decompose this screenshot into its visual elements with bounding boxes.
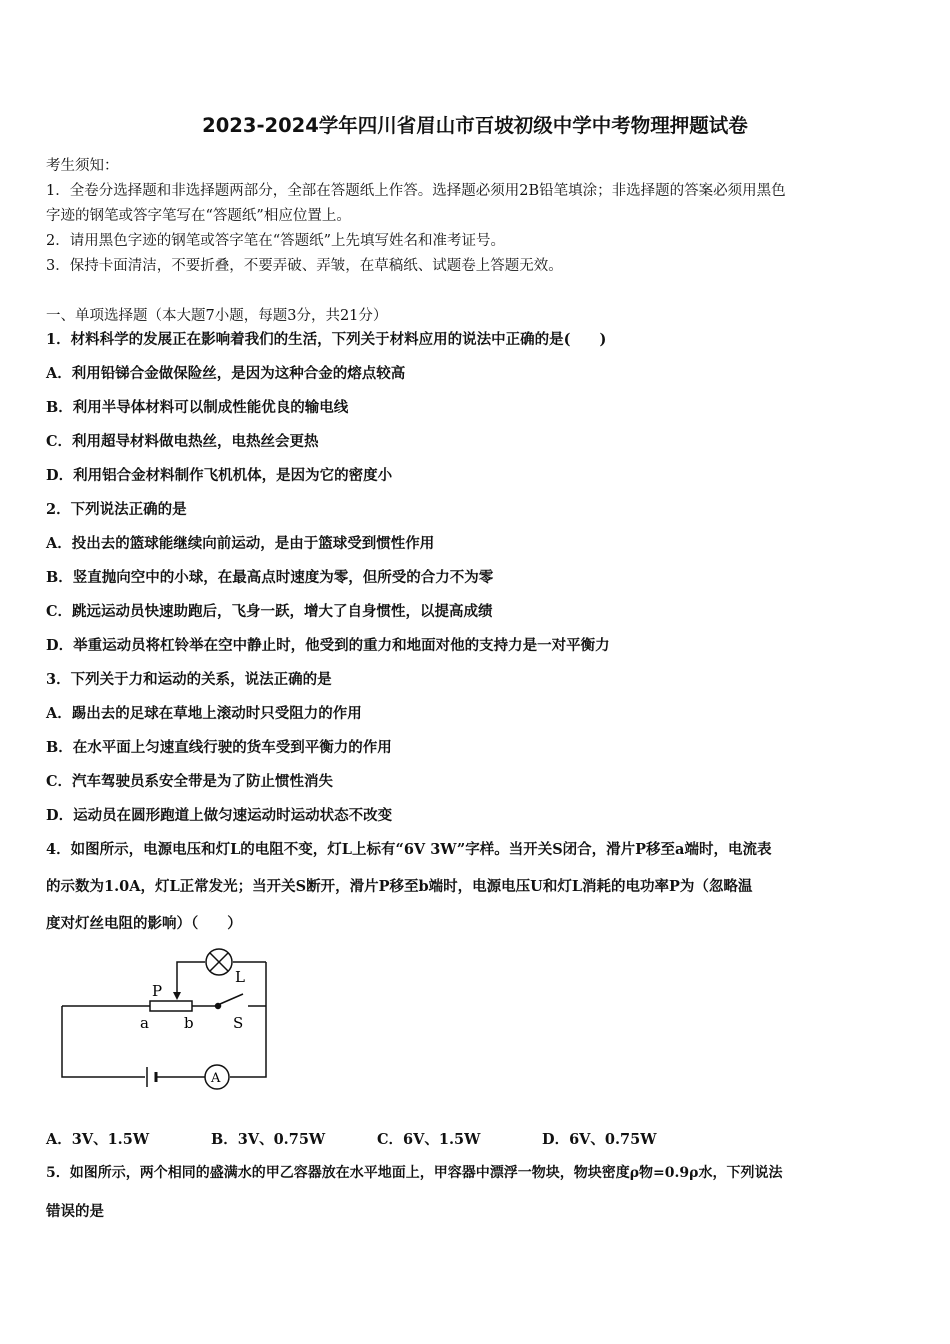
question-3-option-d: D．运动员在圆形跑道上做匀速运动时运动状态不改变 bbox=[46, 807, 393, 824]
switch-contact bbox=[216, 1004, 221, 1009]
question-4-line: 4．如图所示，电源电压和灯L的电阻不变，灯L上标有“6V 3W”字样。当开关S闭合，滑片P移至a端时，电流表 bbox=[46, 841, 772, 858]
question-4-line: 的示数为1.0A，灯L正常发光；当开关S断开，滑片P移至b端时，电源电压U和灯L消耗的电功率P为（忽略温 bbox=[46, 878, 753, 895]
question-4-line: 度对灯丝电阻的影响）（ ） bbox=[46, 915, 242, 932]
question-1-option-b: B．利用半导体材料可以制成性能优良的输电线 bbox=[46, 399, 349, 416]
question-3-option-a: A．踢出去的足球在草地上滚动时只受阻力的作用 bbox=[46, 705, 362, 722]
label-p: P bbox=[152, 982, 163, 1000]
question-4-option-a: A．3V、1.5W bbox=[46, 1131, 150, 1148]
question-2-option-a: A．投出去的篮球能继续向前运动，是由于篮球受到惯性作用 bbox=[46, 535, 435, 552]
question-2-option-c: C．跳远运动员快速助跑后，飞身一跃，增大了自身惯性，以提高成绩 bbox=[46, 603, 493, 620]
rheostat bbox=[150, 1001, 192, 1011]
question-3-option-b: B．在水平面上匀速直线行驶的货车受到平衡力的作用 bbox=[46, 739, 392, 756]
page-title: 2023-2024学年四川省眉山市百坡初级中学中考物理押题试卷 bbox=[202, 114, 748, 137]
question-4-option-d: D．6V、0.75W bbox=[542, 1131, 657, 1148]
question-1-option-a: A．利用铅锑合金做保险丝，是因为这种合金的熔点较高 bbox=[46, 365, 406, 382]
slider-arrow bbox=[173, 992, 181, 1000]
notice-heading: 考生须知： bbox=[46, 158, 119, 174]
question-5-line: 错误的是 bbox=[46, 1203, 104, 1220]
notice-item: 2．请用黑色字迹的钢笔或答字笔在“答题纸”上先填写姓名和准考证号。 bbox=[46, 233, 506, 249]
label-a: a bbox=[140, 1014, 149, 1032]
question-1-stem: 1．材料科学的发展正在影响着我们的生活，下列关于材料应用的说法中正确的是( ) bbox=[46, 331, 607, 348]
question-5-line: 5．如图所示，两个相同的盛满水的甲乙容器放在水平地面上，甲容器中漂浮一物块，物块密度ρ物=0.9ρ水，下列说法 bbox=[46, 1165, 783, 1181]
question-2-option-b: B．竖直抛向空中的小球，在最高点时速度为零，但所受的合力不为零 bbox=[46, 569, 494, 586]
notice-item: 字迹的钢笔或答字笔写在“答题纸”相应位置上。 bbox=[46, 208, 351, 224]
question-1-option-d: D．利用铝合金材料制作飞机机体，是因为它的密度小 bbox=[46, 467, 393, 484]
question-1-option-c: C．利用超导材料做电热丝，电热丝会更热 bbox=[46, 433, 319, 450]
circuit-diagram bbox=[50, 940, 280, 1090]
wire-slider bbox=[177, 962, 205, 996]
question-2-stem: 2．下列说法正确的是 bbox=[46, 501, 187, 518]
question-4-option-c: C．6V、1.5W bbox=[377, 1131, 481, 1148]
notice-item: 1．全卷分选择题和非选择题两部分，全部在答题纸上作答。选择题必须用2B铅笔填涂；非选择题的答案必须用黑色 bbox=[46, 183, 786, 199]
section-heading: 一、单项选择题（本大题7小题，每题3分，共21分） bbox=[46, 308, 388, 324]
label-b: b bbox=[184, 1014, 194, 1032]
switch-lever bbox=[220, 994, 243, 1004]
question-3-option-c: C．汽车驾驶员系安全带是为了防止惯性消失 bbox=[46, 773, 334, 790]
label-ammeter: A bbox=[211, 1071, 221, 1086]
question-3-stem: 3．下列关于力和运动的关系，说法正确的是 bbox=[46, 671, 332, 688]
notice-item: 3．保持卡面清洁，不要折叠，不要弄破、弄皱，在草稿纸、试题卷上答题无效。 bbox=[46, 258, 563, 274]
question-4-option-b: B．3V、0.75W bbox=[211, 1131, 326, 1148]
label-l: L bbox=[235, 968, 245, 986]
label-s: S bbox=[233, 1014, 244, 1032]
wire-left bbox=[62, 1006, 145, 1077]
question-2-option-d: D．举重运动员将杠铃举在空中静止时，他受到的重力和地面对他的支持力是一对平衡力 bbox=[46, 637, 610, 654]
